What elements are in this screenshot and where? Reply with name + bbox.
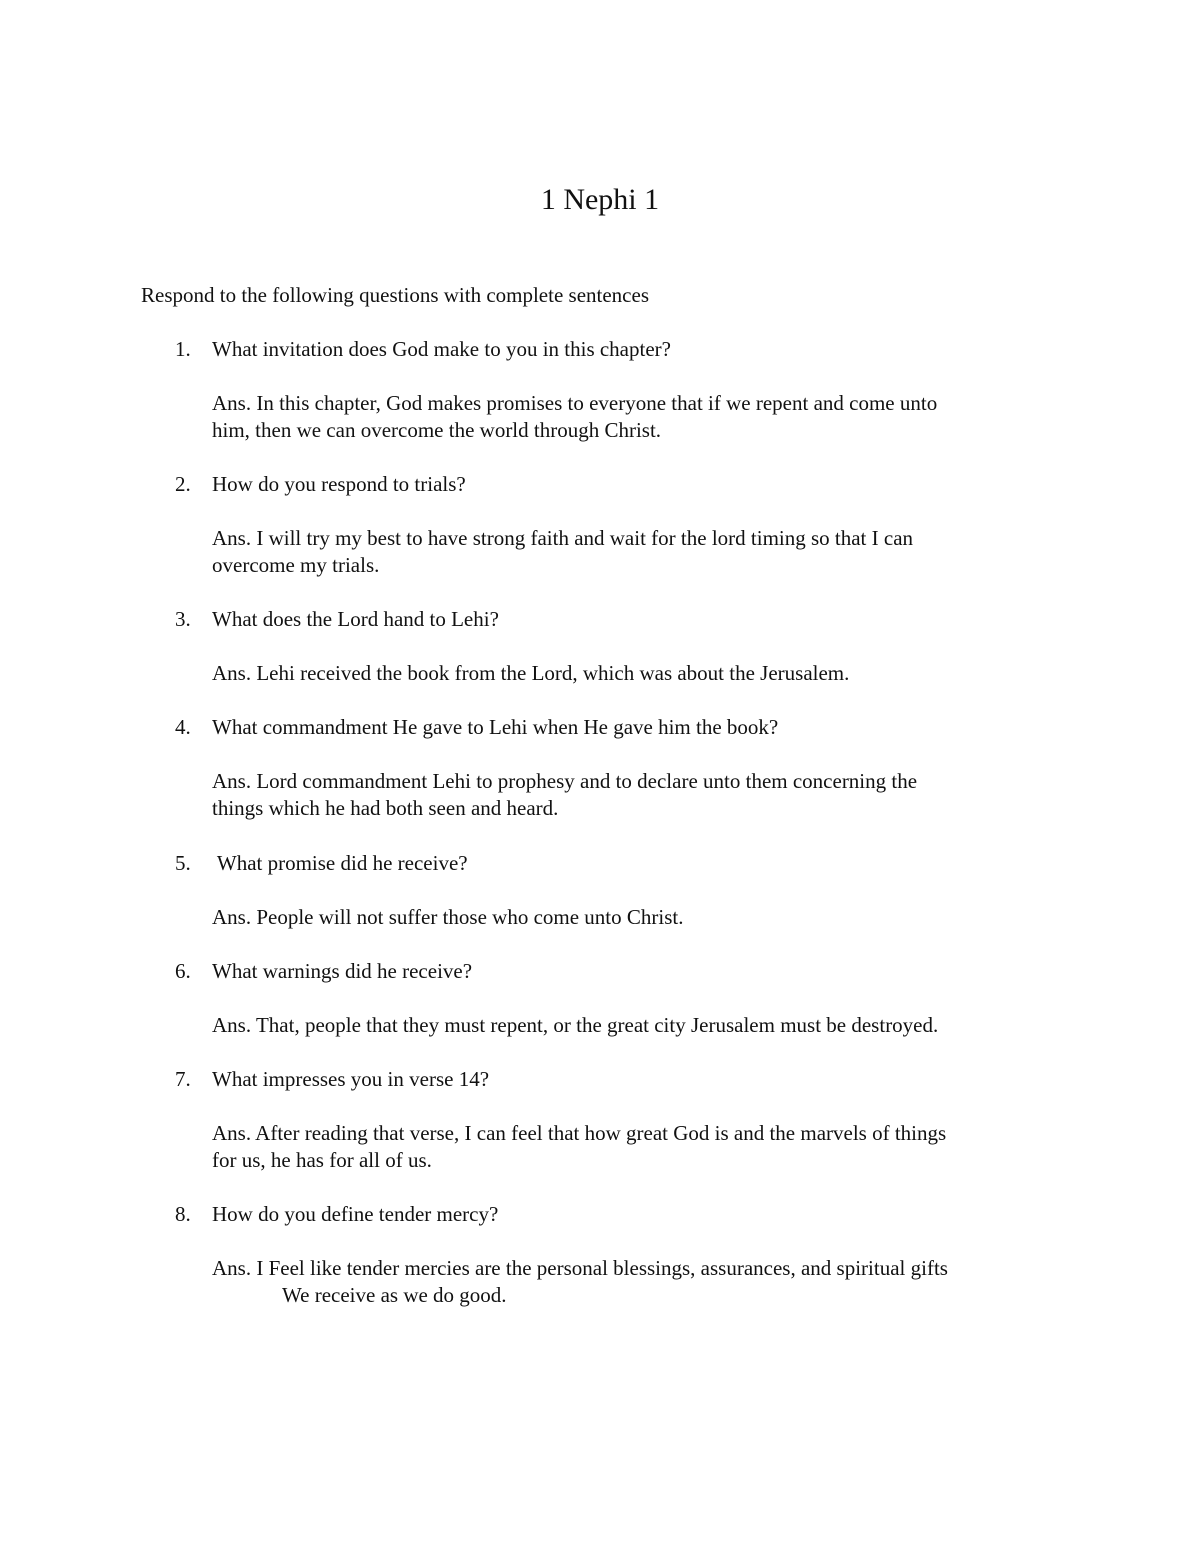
question-text: What commandment He gave to Lehi when He gave him the book? bbox=[212, 715, 779, 739]
question-text: What invitation does God make to you in this chapter? bbox=[212, 337, 671, 361]
answer-text bbox=[212, 390, 1052, 444]
answer-text bbox=[212, 1012, 1052, 1039]
question-text: What impresses you in verse 14? bbox=[212, 1067, 490, 1091]
question-number: 4. bbox=[175, 715, 191, 739]
question-text: What promise did he receive? bbox=[212, 851, 468, 875]
answer-text bbox=[212, 525, 1052, 579]
question-number: 7. bbox=[175, 1067, 191, 1091]
answer-text bbox=[212, 1255, 1052, 1309]
answer-line: Ans. After reading that verse, I can feel that how great God is and the marvels of things bbox=[212, 1121, 947, 1145]
answer-text bbox=[212, 904, 1052, 931]
question-text: What warnings did he receive? bbox=[212, 959, 473, 983]
answer-line: We receive as we do good. bbox=[282, 1283, 507, 1307]
question-number: 5. bbox=[175, 851, 191, 875]
answer-line: for us, he has for all of us. bbox=[212, 1148, 432, 1172]
question-number: 8. bbox=[175, 1202, 191, 1226]
answer-text bbox=[212, 660, 1052, 687]
question-number: 6. bbox=[175, 959, 191, 983]
instructions: Respond to the following questions with complete sentences bbox=[141, 283, 649, 307]
question-number: 1. bbox=[175, 337, 191, 361]
answer-line: overcome my trials. bbox=[212, 553, 380, 577]
answer-text bbox=[212, 1120, 1052, 1174]
answer-line: Ans. I will try my best to have strong faith and wait for the lord timing so that I can bbox=[212, 526, 914, 550]
question-text: What does the Lord hand to Lehi? bbox=[212, 607, 499, 631]
question-number: 3. bbox=[175, 607, 191, 631]
answer-line: Ans. Lord commandment Lehi to prophesy and to declare unto them concerning the bbox=[212, 769, 918, 793]
answer-line: Ans. Lehi received the book from the Lord, which was about the Jerusalem. bbox=[212, 661, 850, 685]
question-text: How do you define tender mercy? bbox=[212, 1202, 499, 1226]
answer-line: Ans. I Feel like tender mercies are the personal blessings, assurances, and spiritual gifts bbox=[212, 1256, 948, 1280]
answer-line: him, then we can overcome the world through Christ. bbox=[212, 418, 662, 442]
question-text: How do you respond to trials? bbox=[212, 472, 466, 496]
answer-line: Ans. In this chapter, God makes promises to everyone that if we repent and come unto bbox=[212, 391, 938, 415]
question-number: 2. bbox=[175, 472, 191, 496]
answer-line: things which he had both seen and heard. bbox=[212, 796, 559, 820]
answer-line: Ans. That, people that they must repent, or the great city Jerusalem must be destroyed. bbox=[212, 1013, 939, 1037]
page-title: 1 Nephi 1 bbox=[540, 183, 660, 216]
answer-line: Ans. People will not suffer those who come unto Christ. bbox=[212, 905, 684, 929]
answer-text bbox=[212, 768, 1052, 822]
